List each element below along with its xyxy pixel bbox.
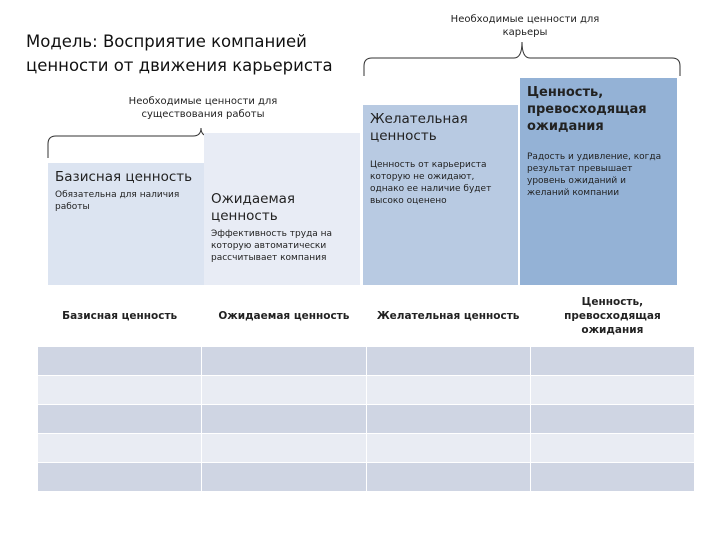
brace-career (362, 40, 682, 80)
table-cell (202, 376, 366, 405)
table-cell (530, 434, 694, 463)
table-row (38, 405, 695, 434)
table-header-cell: Желательная ценность (366, 286, 530, 347)
table-cell (530, 463, 694, 492)
table-cell (530, 405, 694, 434)
brace-label-career: Необходимые ценности для карьеры (450, 14, 600, 38)
column-desired-description: Ценность от карьериста которую не ожидают, однако ее наличие будет высоко оценено (370, 160, 492, 206)
table-cell (202, 405, 366, 434)
column-exceeding-heading: Ценность, превосходящая ожидания (527, 85, 647, 134)
table-cell (38, 347, 202, 376)
column-expected-heading: Ожидаемая ценность (211, 191, 296, 224)
column-desired (363, 105, 518, 285)
table-cell (530, 376, 694, 405)
column-expected-description: Эффективность труда на которую автоматически рассчитывает компания (211, 229, 333, 263)
table-cell (366, 434, 530, 463)
table-row (38, 376, 695, 405)
table-cell (38, 405, 202, 434)
table-cell (202, 347, 366, 376)
column-exceeding-description: Радость и удивление, когда результат превышает уровень ожиданий и желаний компании (527, 152, 662, 198)
column-basic-description: Обязательна для наличия работы (55, 190, 180, 212)
table-cell (38, 376, 202, 405)
column-basic (48, 163, 204, 285)
table-cell (38, 463, 202, 492)
table-cell (530, 347, 694, 376)
table-header-cell: Базисная ценность (38, 286, 202, 347)
column-exceeding (520, 78, 677, 285)
column-basic-heading: Базисная ценность (55, 169, 193, 185)
table-header-cell: Ожидаемая ценность (202, 286, 366, 347)
table-cell (366, 405, 530, 434)
table-cell (366, 376, 530, 405)
page-title: Модель: Восприятие компанией ценности от движения карьериста (26, 32, 333, 75)
value-table (37, 285, 695, 492)
table-row (38, 347, 695, 376)
column-desired-heading: Желательная ценность (370, 111, 468, 144)
table-cell (202, 434, 366, 463)
table-cell (366, 463, 530, 492)
table-cell (202, 463, 366, 492)
table-header-row (38, 286, 695, 347)
table-header-cell: Ценность, превосходящая ожидания (530, 286, 694, 347)
table-row (38, 434, 695, 463)
table-row (38, 463, 695, 492)
brace-label-work: Необходимые ценности для существования работы (128, 96, 278, 120)
table-cell (366, 347, 530, 376)
table-cell (38, 434, 202, 463)
column-expected (204, 133, 360, 285)
